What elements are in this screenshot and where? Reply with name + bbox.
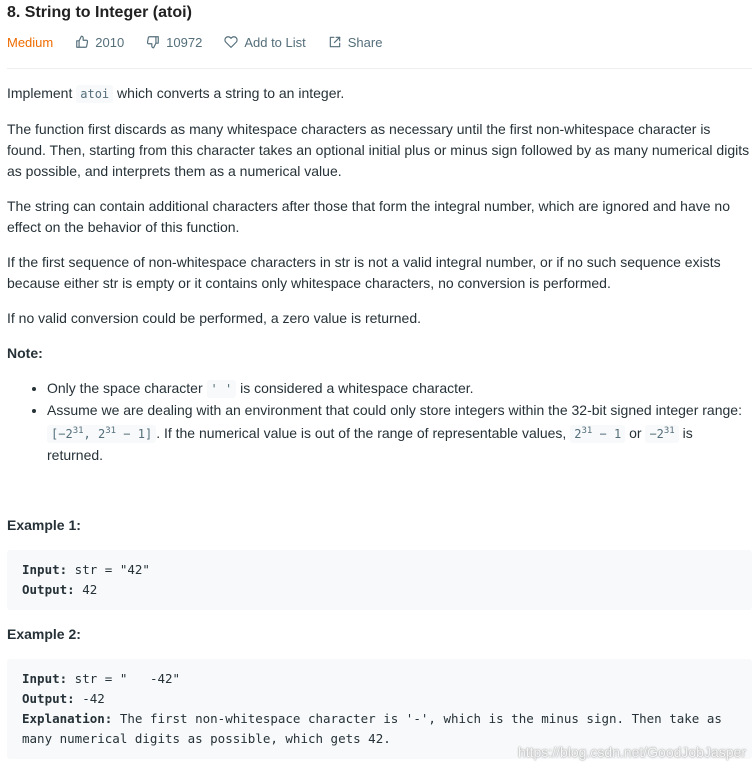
- heart-icon: [224, 35, 238, 49]
- note-text: . If the numerical value is out of the range of representable values,: [156, 425, 571, 441]
- inline-code-min: [645, 425, 678, 443]
- desc-paragraph-3: The string can contain additional characters after those that form the integral number, which are ignored and have no effect on the behavior of this function.: [7, 198, 730, 235]
- thumbs-down-icon: [146, 35, 160, 49]
- example-output-value: -42: [74, 691, 105, 706]
- example-output-label: Output:: [22, 691, 75, 706]
- like-count: 2010: [95, 34, 125, 50]
- like-button[interactable]: [75, 35, 124, 50]
- example-output-value: 42: [74, 582, 98, 597]
- code-text: − 1: [592, 427, 622, 441]
- note-text: Only the space character: [47, 380, 207, 396]
- note-item-1: [47, 378, 752, 400]
- example-1-heading: Example 1:: [7, 517, 81, 533]
- share-label: Share: [347, 34, 383, 50]
- note-text: Assume we are dealing with an environment that could only store integers within the 32-bit signed integer range:: [47, 402, 742, 418]
- example-input-label: Input:: [22, 671, 68, 686]
- desc-text: which converts a string to an integer.: [113, 85, 345, 101]
- thumbs-up-icon: [75, 35, 89, 49]
- code-text: − 1]: [116, 427, 153, 441]
- note-list: [7, 378, 752, 466]
- add-to-list-label: Add to List: [244, 34, 306, 50]
- problem-description: [7, 83, 752, 759]
- note-text: or: [625, 425, 646, 441]
- note-heading: Note:: [7, 345, 43, 361]
- desc-paragraph-4: If the first sequence of non-whitespace characters in str is not a valid integral number, or if no such sequence exists because either str is empty or it contains only whitespace characters, no conversion is performed.: [7, 254, 721, 291]
- desc-paragraph-2: The function first discards as many whitespace characters as necessary until the first non-whitespace character is found. Then, starting from this character takes an optional initial plus or minus sign followed by as many numerical digits as possible, and interprets them as a numerical value.: [7, 121, 750, 179]
- exponent: 31: [105, 426, 117, 436]
- code-text: 2: [574, 427, 582, 441]
- note-item-2: [47, 400, 752, 466]
- difficulty-badge: Medium: [7, 34, 54, 50]
- problem-title: 8. String to Integer (atoi): [7, 4, 192, 21]
- watermark: https://blog.csdn.net/GoodJobJasper: [517, 744, 746, 760]
- share-icon: [328, 35, 342, 49]
- dislike-count: 10972: [166, 34, 203, 50]
- spacer: [7, 480, 752, 515]
- dislike-button[interactable]: [146, 35, 202, 50]
- example-input-label: Input:: [22, 562, 68, 577]
- exponent: 31: [72, 426, 84, 436]
- example-1-block: [7, 550, 752, 610]
- code-text: [−2: [51, 427, 73, 441]
- example-explanation-label: Explanation:: [22, 711, 113, 726]
- note-text: is considered a whitespace character.: [236, 380, 474, 396]
- inline-code: atoi: [76, 85, 113, 103]
- inline-code-range: [47, 425, 156, 443]
- share-button[interactable]: [328, 35, 383, 50]
- example-2-heading: Example 2:: [7, 626, 81, 642]
- code-text: −2: [649, 427, 664, 441]
- code-text: , 2: [83, 427, 106, 441]
- desc-paragraph-1: [7, 83, 752, 105]
- note-text: is returned.: [47, 425, 693, 463]
- exponent: 31: [581, 426, 593, 436]
- header-divider: [7, 68, 752, 69]
- example-input-value: str = " -42": [67, 671, 181, 686]
- exponent: 31: [663, 426, 675, 436]
- desc-text: Implement: [7, 85, 77, 101]
- example-output-label: Output:: [22, 582, 75, 597]
- desc-paragraph-5: If no valid conversion could be performed, a zero value is returned.: [7, 310, 422, 326]
- problem-meta-bar: [7, 26, 752, 58]
- add-to-list-button[interactable]: [224, 35, 305, 50]
- inline-code: ' ': [207, 380, 237, 398]
- example-input-value: str = "42": [67, 562, 150, 577]
- example-explanation-value: The first non-whitespace character is '-', which is the minus sign. Then take as many numerical digits as possible, which gets 42.: [22, 711, 730, 746]
- inline-code-max: [570, 425, 625, 443]
